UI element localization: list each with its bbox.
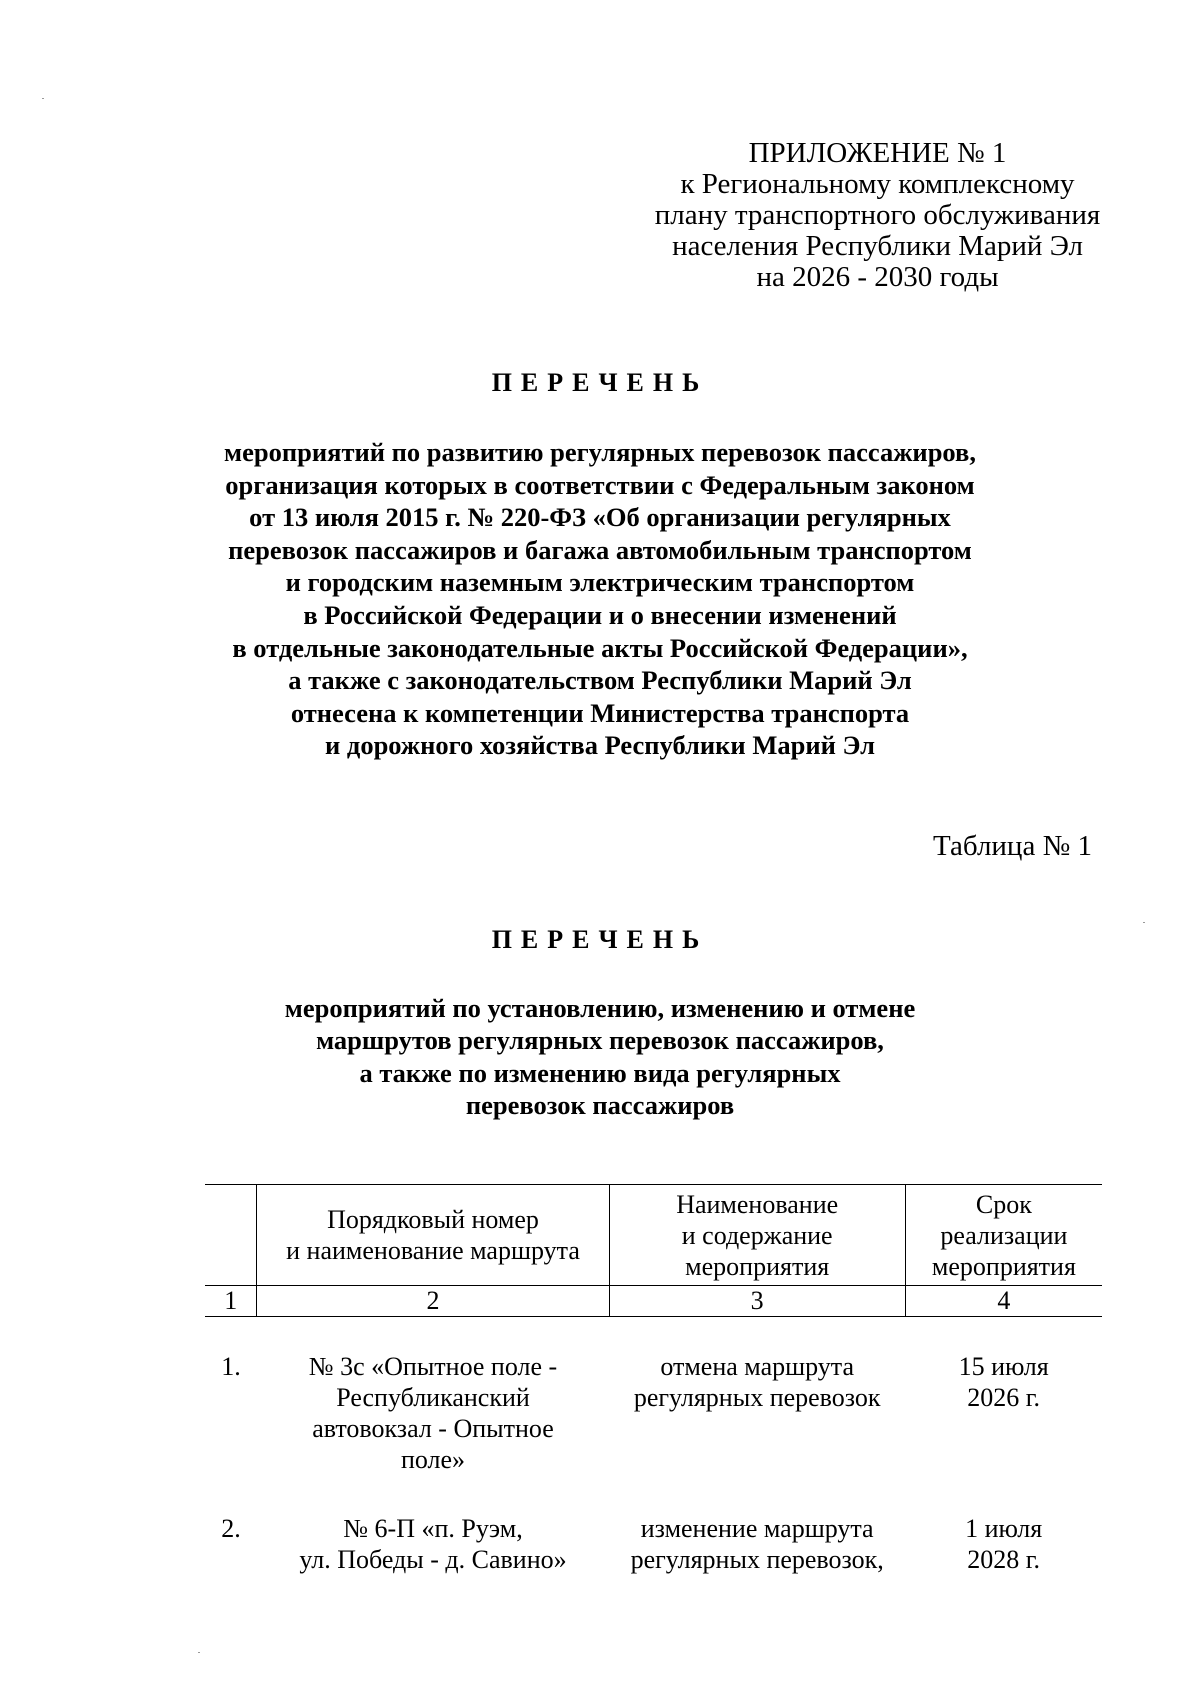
description-line: а также с законодательством Республики Марий Эл	[288, 665, 912, 696]
description-line: перевозок пассажиров	[465, 1089, 735, 1120]
header-cell-index	[205, 1185, 257, 1286]
measure-description: отмена маршрута регулярных перевозок	[633, 1352, 881, 1412]
table-label: Таблица № 1	[933, 830, 1092, 862]
table-header-row	[205, 1185, 1102, 1286]
description-line: отнесена к компетенции Министерства транспорта	[290, 697, 910, 728]
scan-speck	[1143, 922, 1145, 923]
appendix-title: ПРИЛОЖЕНИЕ № 1	[748, 137, 1007, 169]
row-number: 2.	[221, 1514, 241, 1543]
description-line: и городским наземным электрическим транспортом	[285, 567, 915, 598]
appendix-line: на 2026 - 2030 годы	[756, 261, 999, 293]
description-line: в Российской Федерации и о внесении изменений	[303, 599, 897, 630]
measures-table	[205, 1184, 1102, 1593]
scan-speck	[198, 1652, 200, 1653]
header-cell-action: Наименование и содержание мероприятия	[609, 1185, 905, 1286]
header-cell-deadline: Срок реализации мероприятия	[905, 1185, 1102, 1286]
route-name: № 3с «Опытное поле - Республиканский автовокзал - Опытное поле»	[308, 1352, 558, 1474]
description-line: в отдельные законодательные акты Российской Федерации»,	[232, 632, 968, 663]
scan-speck	[42, 98, 44, 99]
appendix-line: к Региональному комплексному	[680, 168, 1075, 200]
list-heading: ПЕРЕЧЕНЬ	[491, 368, 709, 397]
table-row	[205, 1513, 1102, 1593]
table-description	[0, 992, 1200, 1121]
column-number: 2	[257, 1286, 609, 1317]
description-line: организация которых в соответствии с Федеральным законом	[225, 469, 975, 500]
deadline: 1 июля 2028 г.	[965, 1514, 1043, 1574]
appendix-line: населения Республики Марий Эл	[672, 230, 1083, 262]
row-number: 1.	[221, 1352, 241, 1381]
description-line: перевозок пассажиров и багажа автомобильным транспортом	[228, 534, 972, 565]
table-row	[205, 1351, 1102, 1513]
appendix-header	[600, 138, 1155, 293]
description-line: маршрутов регулярных перевозок пассажиров,	[316, 1025, 884, 1056]
route-name: № 6-П «п. Руэм, ул. Победы - д. Савино»	[299, 1514, 567, 1574]
measure-description: изменение маршрута регулярных перевозок,	[630, 1514, 884, 1574]
description-line: от 13 июля 2015 г. № 220-ФЗ «Об организации регулярных	[249, 502, 951, 533]
deadline: 15 июля 2026 г.	[958, 1352, 1049, 1412]
description-line: мероприятий по развитию регулярных перевозок пассажиров,	[224, 437, 976, 467]
column-number: 3	[609, 1286, 905, 1317]
header-cell-route: Порядковый номер и наименование маршрута	[257, 1185, 609, 1286]
appendix-line: плану транспортного обслуживания	[654, 199, 1101, 231]
list-description	[0, 436, 1200, 762]
column-number-row	[205, 1286, 1102, 1317]
table-heading: ПЕРЕЧЕНЬ	[491, 925, 709, 954]
description-line: а также по изменению вида регулярных	[359, 1057, 841, 1088]
description-line: и дорожного хозяйства Республики Марий Эл	[325, 730, 875, 761]
description-line: мероприятий по установлению, изменению и отмене	[284, 993, 916, 1023]
column-number: 4	[905, 1286, 1102, 1317]
column-number: 1	[205, 1286, 257, 1317]
